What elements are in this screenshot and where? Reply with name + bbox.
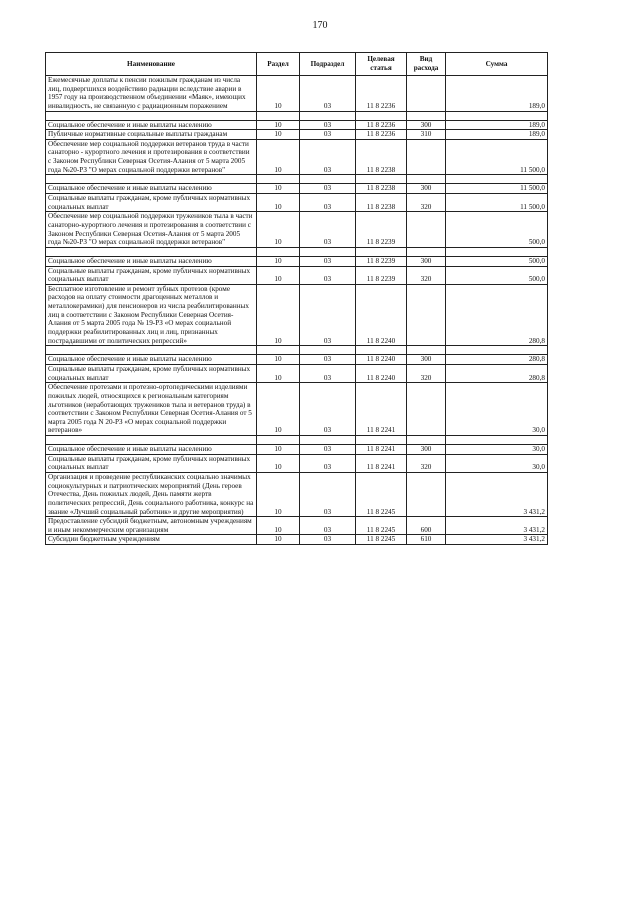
row-section-cell: 10: [257, 194, 300, 212]
row-amount-cell: 11 500,0: [446, 184, 548, 194]
page-number: 170: [312, 20, 328, 31]
spacer-cell: [407, 247, 446, 256]
table-row: [46, 355, 548, 365]
row-subsection-cell: 03: [300, 355, 356, 365]
spacer-cell: [300, 346, 356, 355]
table-row: [46, 364, 548, 382]
row-article-cell: 11 8 2238: [356, 194, 407, 212]
spacer-cell: [257, 111, 300, 120]
row-name-cell: Социальные выплаты гражданам, кроме публичных нормативных социальных выплат: [46, 266, 257, 284]
row-subsection-cell: 03: [300, 266, 356, 284]
table-header-row: [46, 53, 548, 76]
spacer-cell: [446, 247, 548, 256]
spacer-cell: [446, 111, 548, 120]
row-article-cell: 11 8 2236: [356, 76, 407, 112]
spacer-cell: [356, 247, 407, 256]
table-row: [46, 517, 548, 535]
row-article-cell: 11 8 2238: [356, 139, 407, 175]
row-subsection-cell: 03: [300, 76, 356, 112]
row-article-cell: 11 8 2245: [356, 535, 407, 545]
spacer-cell: [257, 346, 300, 355]
row-subsection-cell: 03: [300, 130, 356, 140]
row-section-cell: 10: [257, 472, 300, 516]
budget-table: [45, 52, 548, 545]
row-amount-cell: 3 431,2: [446, 517, 548, 535]
row-kind-cell: 310: [407, 130, 446, 140]
row-subsection-cell: 03: [300, 445, 356, 455]
row-name-cell: Обеспечение протезами и протезно-ортопедическими изделиями пожилых людей, относящихся к региональным категориям льготников (неработающих тружеников тыла и ветеранов труда) в соответствии с Законом Республики Северная Осетия-Алания от 5 марта 2005 года N 20-РЗ «О мерах социальной поддержки ветеранов»: [46, 383, 257, 436]
row-name-cell: Обеспечение мер социальной поддержки тружеников тыла в части санаторно-курортного лечения и протезирования в соответствии с Законом Республики Северная Осетия-Алания от 5 марта 2005 года №20-РЗ "О мерах социальной поддержки ветеранов": [46, 212, 257, 248]
spacer-row: [46, 247, 548, 256]
spacer-cell: [257, 436, 300, 445]
row-name-cell: Обеспечение мер социальной поддержки ветеранов труда в части санаторно - курортного лечения и протезирования в соответствии с Законом Республики Северная Осетия-Алания от 5 марта 2005 года №20-РЗ "О мерах социальной поддержки ветеранов": [46, 139, 257, 175]
spacer-cell: [407, 175, 446, 184]
row-article-cell: 11 8 2241: [356, 445, 407, 455]
row-amount-cell: 280,8: [446, 284, 548, 345]
row-section-cell: 10: [257, 256, 300, 266]
row-section-cell: 10: [257, 130, 300, 140]
spacer-cell: [446, 436, 548, 445]
row-section-cell: 10: [257, 266, 300, 284]
spacer-cell: [257, 247, 300, 256]
spacer-cell: [46, 436, 257, 445]
row-name-cell: Социальное обеспечение и иные выплаты населению: [46, 256, 257, 266]
spacer-cell: [46, 346, 257, 355]
row-name-cell: Публичные нормативные социальные выплаты гражданам: [46, 130, 257, 140]
spacer-row: [46, 346, 548, 355]
row-subsection-cell: 03: [300, 184, 356, 194]
table-row: [46, 535, 548, 545]
table-row: [46, 76, 548, 112]
row-amount-cell: 280,8: [446, 364, 548, 382]
row-name-cell: Социальные выплаты гражданам, кроме публичных нормативных социальных выплат: [46, 364, 257, 382]
row-subsection-cell: 03: [300, 517, 356, 535]
row-subsection-cell: 03: [300, 256, 356, 266]
row-name-cell: Социальное обеспечение и иные выплаты населению: [46, 355, 257, 365]
row-article-cell: 11 8 2236: [356, 130, 407, 140]
row-kind-cell: [407, 212, 446, 248]
row-section-cell: 10: [257, 445, 300, 455]
row-subsection-cell: 03: [300, 364, 356, 382]
spacer-cell: [300, 436, 356, 445]
row-name-cell: Предоставление субсидий бюджетным, автономным учреждениям и иным некоммерческим организациям: [46, 517, 257, 535]
row-subsection-cell: 03: [300, 454, 356, 472]
table-row: [46, 139, 548, 175]
spacer-cell: [407, 111, 446, 120]
spacer-cell: [407, 346, 446, 355]
row-kind-cell: [407, 472, 446, 516]
row-section-cell: 10: [257, 76, 300, 112]
row-amount-cell: 11 500,0: [446, 139, 548, 175]
row-kind-cell: [407, 284, 446, 345]
row-kind-cell: 300: [407, 355, 446, 365]
row-name-cell: Социальное обеспечение и иные выплаты населению: [46, 184, 257, 194]
table-row: [46, 445, 548, 455]
table-row: [46, 194, 548, 212]
table-row: [46, 284, 548, 345]
row-article-cell: 11 8 2239: [356, 212, 407, 248]
row-subsection-cell: 03: [300, 120, 356, 130]
row-name-cell: Организация и проведение республиканских социально значимых социокультурных и патриотических мероприятий (День героев Отечества, День пожилых людей, День памяти жертв политических репрессий, День социального работника, конкурс на звание «Лучший социальный работник» и другие мероприятия): [46, 472, 257, 516]
table-row: [46, 266, 548, 284]
row-name-cell: Социальные выплаты гражданам, кроме публичных нормативных социальных выплат: [46, 454, 257, 472]
row-article-cell: 11 8 2239: [356, 256, 407, 266]
spacer-cell: [356, 346, 407, 355]
spacer-cell: [356, 111, 407, 120]
row-name-cell: Социальные выплаты гражданам, кроме публичных нормативных социальных выплат: [46, 194, 257, 212]
row-name-cell: Социальное обеспечение и иные выплаты населению: [46, 120, 257, 130]
spacer-cell: [46, 111, 257, 120]
row-kind-cell: 300: [407, 184, 446, 194]
spacer-cell: [300, 175, 356, 184]
row-article-cell: 11 8 2240: [356, 355, 407, 365]
row-kind-cell: 320: [407, 266, 446, 284]
row-amount-cell: 189,0: [446, 130, 548, 140]
table-row: [46, 472, 548, 516]
row-kind-cell: [407, 139, 446, 175]
row-section-cell: 10: [257, 364, 300, 382]
row-article-cell: 11 8 2240: [356, 364, 407, 382]
row-kind-cell: 300: [407, 445, 446, 455]
row-section-cell: 10: [257, 355, 300, 365]
row-article-cell: 11 8 2238: [356, 184, 407, 194]
row-amount-cell: 500,0: [446, 256, 548, 266]
row-article-cell: 11 8 2245: [356, 472, 407, 516]
row-kind-cell: 320: [407, 194, 446, 212]
row-article-cell: 11 8 2236: [356, 120, 407, 130]
row-amount-cell: 30,0: [446, 383, 548, 436]
row-name-cell: Субсидии бюджетным учреждениям: [46, 535, 257, 545]
row-article-cell: 11 8 2245: [356, 517, 407, 535]
spacer-row: [46, 175, 548, 184]
row-subsection-cell: 03: [300, 139, 356, 175]
spacer-cell: [356, 175, 407, 184]
spacer-row: [46, 111, 548, 120]
table-row: [46, 383, 548, 436]
table-body: [46, 76, 548, 545]
row-section-cell: 10: [257, 517, 300, 535]
row-article-cell: 11 8 2239: [356, 266, 407, 284]
row-section-cell: 10: [257, 284, 300, 345]
row-section-cell: 10: [257, 184, 300, 194]
row-kind-cell: 300: [407, 120, 446, 130]
row-article-cell: 11 8 2241: [356, 454, 407, 472]
row-amount-cell: 280,8: [446, 355, 548, 365]
row-kind-cell: 320: [407, 364, 446, 382]
row-section-cell: 10: [257, 535, 300, 545]
row-kind-cell: 610: [407, 535, 446, 545]
row-subsection-cell: 03: [300, 535, 356, 545]
row-amount-cell: 3 431,2: [446, 535, 548, 545]
row-amount-cell: 3 431,2: [446, 472, 548, 516]
row-article-cell: 11 8 2240: [356, 284, 407, 345]
row-subsection-cell: 03: [300, 383, 356, 436]
spacer-cell: [257, 175, 300, 184]
table-row: [46, 256, 548, 266]
row-subsection-cell: 03: [300, 284, 356, 345]
header-subsection: Подраздел: [300, 53, 356, 76]
row-amount-cell: 189,0: [446, 76, 548, 112]
row-amount-cell: 189,0: [446, 120, 548, 130]
row-name-cell: Бесплатное изготовление и ремонт зубных протезов (кроме расходов на оплату стоимости драгоценных металлов и металлокерамики) для пенсионеров из числа реабилитированных лиц в соответствии с Законом Республики Северная Осетия-Алания от 5 марта 2005 года № 19-РЗ «О мерах социальной поддержки реабилитированных лиц и лиц, признанных пострадавшими от политических репрессий»: [46, 284, 257, 345]
spacer-cell: [46, 175, 257, 184]
spacer-cell: [300, 247, 356, 256]
spacer-cell: [446, 346, 548, 355]
header-amount: Сумма: [446, 53, 548, 76]
table-row: [46, 130, 548, 140]
header-expense-type: Вид расхода: [407, 53, 446, 76]
row-kind-cell: 320: [407, 454, 446, 472]
row-subsection-cell: 03: [300, 472, 356, 516]
spacer-cell: [446, 175, 548, 184]
row-name-cell: Ежемесячные доплаты к пенсии пожилым гражданам из числа лиц, подвергшихся воздействию радиации вследствие аварии в 1957 году на производственном объединении «Маяк», имеющих инвалидность, не связанную с радиационным поражением: [46, 76, 257, 112]
row-subsection-cell: 03: [300, 194, 356, 212]
spacer-row: [46, 436, 548, 445]
row-section-cell: 10: [257, 454, 300, 472]
row-amount-cell: 30,0: [446, 454, 548, 472]
row-kind-cell: [407, 383, 446, 436]
row-amount-cell: 11 500,0: [446, 194, 548, 212]
row-section-cell: 10: [257, 139, 300, 175]
row-amount-cell: 500,0: [446, 212, 548, 248]
table-row: [46, 184, 548, 194]
header-section: Раздел: [257, 53, 300, 76]
row-amount-cell: 30,0: [446, 445, 548, 455]
row-subsection-cell: 03: [300, 212, 356, 248]
row-article-cell: 11 8 2241: [356, 383, 407, 436]
header-name: Наименование: [46, 53, 257, 76]
header-target-article: Целевая статья: [356, 53, 407, 76]
table-row: [46, 454, 548, 472]
spacer-cell: [46, 247, 257, 256]
row-section-cell: 10: [257, 120, 300, 130]
spacer-cell: [300, 111, 356, 120]
row-kind-cell: 300: [407, 256, 446, 266]
row-name-cell: Социальное обеспечение и иные выплаты населению: [46, 445, 257, 455]
row-amount-cell: 500,0: [446, 266, 548, 284]
row-section-cell: 10: [257, 383, 300, 436]
row-section-cell: 10: [257, 212, 300, 248]
table-row: [46, 212, 548, 248]
table-row: [46, 120, 548, 130]
row-kind-cell: [407, 76, 446, 112]
row-kind-cell: 600: [407, 517, 446, 535]
spacer-cell: [356, 436, 407, 445]
spacer-cell: [407, 436, 446, 445]
